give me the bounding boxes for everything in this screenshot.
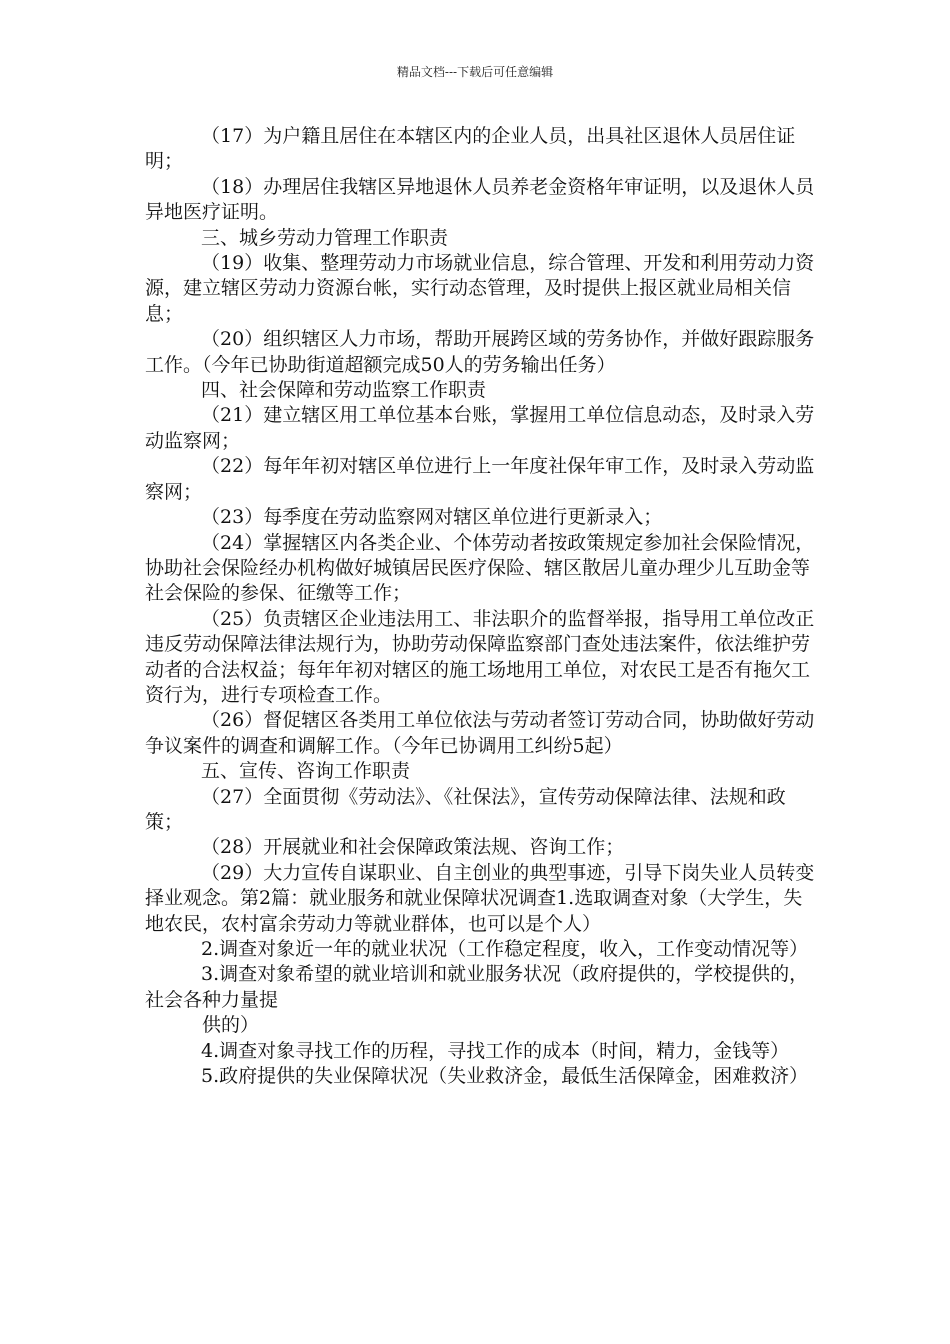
paragraph-20: （20）组织辖区人力市场，帮助开展跨区域的劳务协作，并做好跟踪服务工作。（今年已协助街道超额完成50人的劳务输出任务） (145, 328, 815, 376)
page-header: 精品文档---下载后可任意编辑 (396, 65, 554, 79)
document-body (145, 124, 820, 1089)
survey-item-3: 3.调查对象希望的就业培训和就业服务状况（政府提供的，学校提供的，社会各种力量提 (145, 963, 809, 1011)
paragraph-27: （27）全面贯彻《劳动法》、《社保法》，宣传劳动保障法律、法规和政策； (145, 785, 786, 833)
survey-item-3-continuation: 供的） (202, 1014, 260, 1037)
paragraph-24: （24）掌握辖区内各类企业、个体劳动者按政策规定参加社会保险情况，协助社会保险经办机构做好城镇居民医疗保险、辖区散居儿童办理少儿互助金等社会保险的参保、征缴等工作； (145, 531, 815, 605)
paragraph-19: （19）收集、整理劳动力市场就业信息，综合管理、开发和利用劳动力资源，建立辖区劳动力资源台帐，实行动态管理，及时提供上报区就业局相关信息； (145, 252, 815, 325)
survey-item-2: 2.调查对象近一年的就业状况（工作稳定程度，收入，工作变动情况等） (201, 938, 809, 960)
paragraph-25: （25）负责辖区企业违法用工、非法职介的监督举报，指导用工单位改正违反劳动保障法律法规行为，协助劳动保障监察部门查处违法案件，依法维护劳动者的合法权益；每年年初对辖区的施工场地用工单位，对农民工是否有拖欠工资行为，进行专项检查工作。 (145, 607, 815, 706)
paragraph-28: （28）开展就业和社会保障政策法规、咨询工作； (201, 836, 625, 859)
survey-item-4: 4.调查对象寻找工作的历程，寻找工作的成本（时间，精力，金钱等） (201, 1039, 790, 1062)
section-heading-3: 三、城乡劳动力管理工作职责 (201, 226, 449, 249)
survey-item-5: 5.政府提供的失业保障状况（失业救济金，最低生活保障金，困难救济） (201, 1065, 809, 1088)
paragraph-18: （18）办理居住我辖区异地退休人员养老金资格年审证明，以及退休人员异地医疗证明。 (145, 175, 815, 224)
section-heading-4: 四、社会保障和劳动监察工作职责 (201, 379, 487, 402)
paragraph-21: （21）建立辖区用工单位基本台账，掌握用工单位信息动态，及时录入劳动监察网； (145, 404, 815, 452)
paragraph-22: （22）每年年初对辖区单位进行上一年度社保年审工作，及时录入劳动监察网； (145, 455, 815, 503)
paragraph-17: （17）为户籍且居住在本辖区内的企业人员，出具社区退休人员居住证明； (145, 125, 796, 173)
paragraph-29: （29）大力宣传自谋职业、自主创业的典型事迹，引导下岗失业人员转变择业观念。第2篇：就业服务和就业保障状况调查1.选取调查对象（大学生，失地农民，农村富余劳动力等就业群体，也可以是个人） (145, 861, 815, 935)
paragraph-23: （23）每季度在劳动监察网对辖区单位进行更新录入； (201, 506, 663, 529)
paragraph-26: （26）督促辖区各类用工单位依法与劳动者签订劳动合同，协助做好劳动争议案件的调查和调解工作。（今年已协调用工纠纷5起） (145, 709, 815, 757)
section-heading-5: 五、宣传、咨询工作职责 (201, 760, 411, 783)
